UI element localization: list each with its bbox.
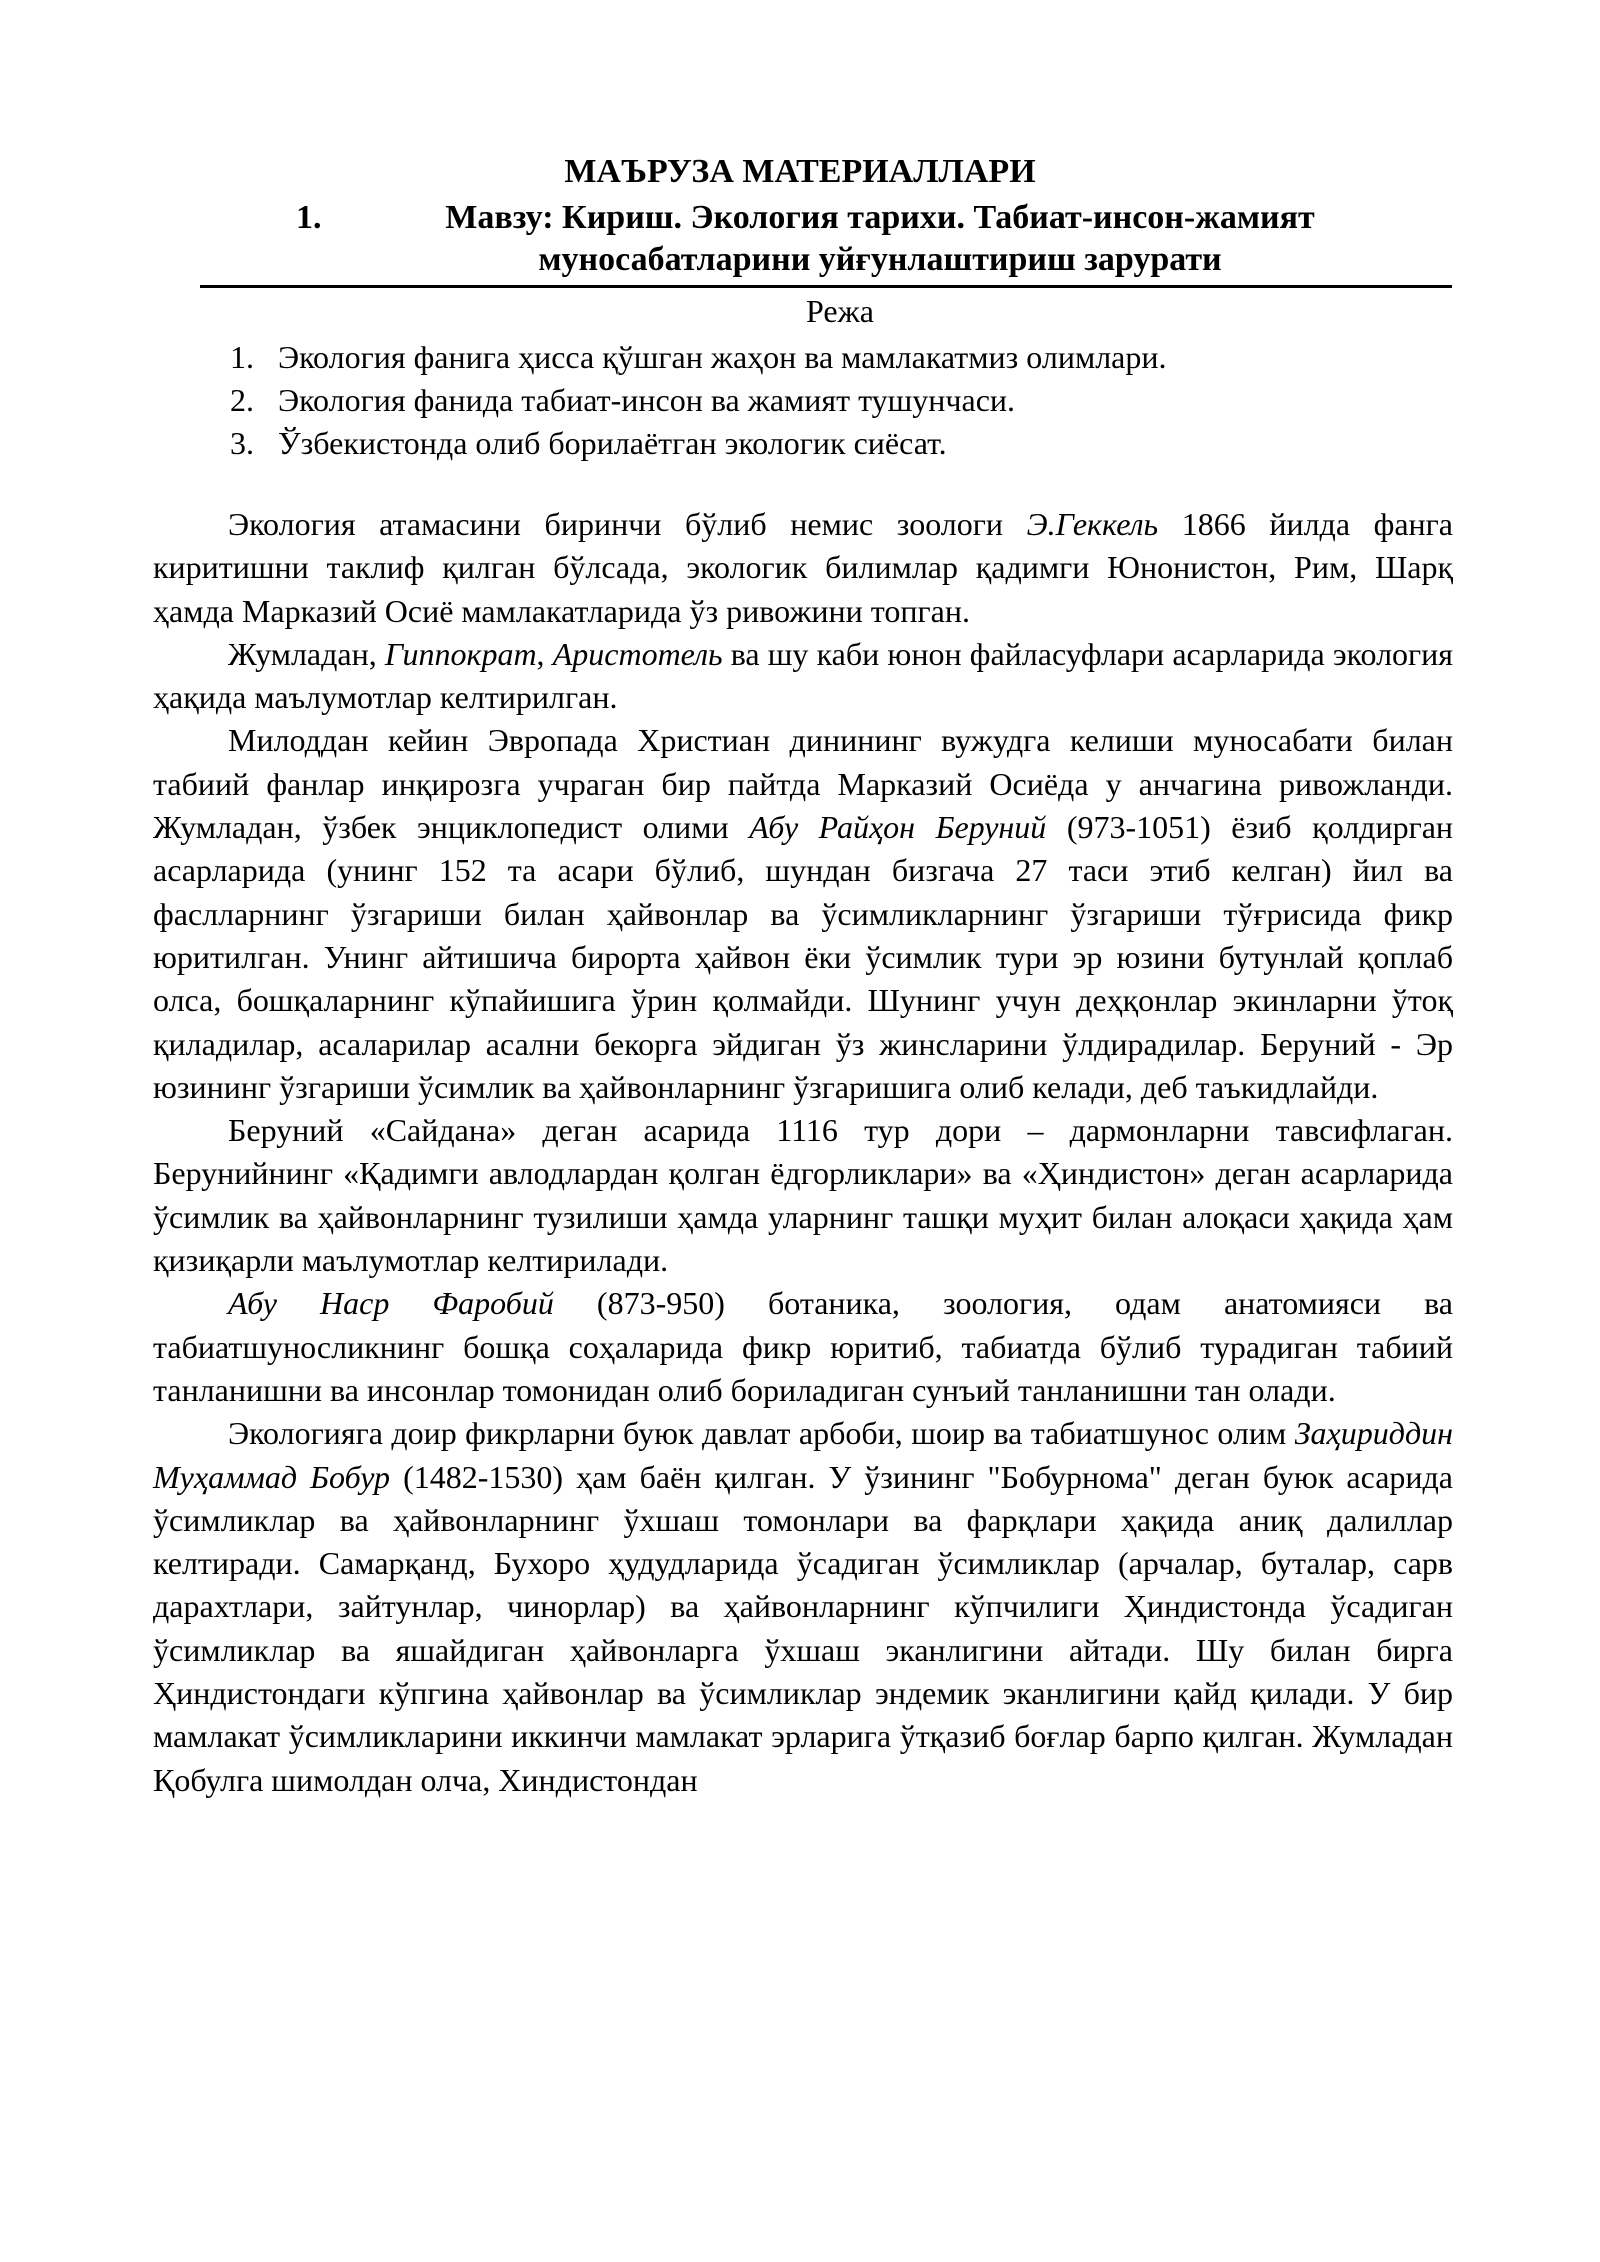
italic-name: Гиппократ	[384, 635, 537, 672]
body-text	[153, 503, 1453, 1802]
paragraph	[153, 1282, 1453, 1412]
paragraph	[153, 503, 1453, 633]
paragraph	[153, 719, 1453, 1109]
plan-item	[230, 336, 1430, 379]
italic-name: Абу Наср Фаробий	[228, 1285, 554, 1322]
topic-number: 1.	[296, 199, 322, 236]
paragraph-text: (1482-1530) ҳам баён қилган. У ўзининг "Бобурнома" деган буюк асарида ўсимликлар ва ҳайвонларнинг ўхшаш томонлари ва фарқлари ҳақида аниқ далиллар келтиради. Самарқанд, Бухоро ҳудудларида ўсадиган ўсимликлар (арчалар, буталар, сарв дарахтлари, зайтунлар, чинорлар) ва ҳайвонларнинг кўпчилиги Ҳиндистонда ўсадиган ўсимликлар ва яшайдиган ҳайвонларга ўхшаш эканлигини айтади. Шу билан бирга Ҳиндистондаги кўпгина ҳайвонлар ва ўсимликлар эндемик эканлигини қайд қилади. У бир мамлакат ўсимликларини иккинчи мамлакат эрларига ўтқазиб боғлар барпо қилган. Жумладан Қобулга шимолдан олча, Хиндистондан	[153, 1458, 1454, 1798]
paragraph: Беруний «Сайдана» деган асарида 1116 тур дори – дармонларни тавсифлаган. Берунийнинг «Қадимги авлодлардан қолган ёдгорликлари» ва «Ҳиндистон» деган асарларида ўсимлик ва ҳайвонларнинг тузилиши ҳамда уларнинг ташқи муҳит билан алоқаси ҳақида ҳам қизиқарли маълумотлар келтирилади.	[153, 1112, 1453, 1279]
heading-divider	[200, 285, 1452, 288]
plan-item-number: 2.	[230, 382, 254, 418]
paragraph	[153, 1412, 1453, 1802]
plan-item	[230, 379, 1430, 422]
paragraph-text: Экологияга доир фикрларни буюк давлат арбоби, шоир ва табиатшунос олим	[228, 1415, 1295, 1452]
italic-name: Заҳириддин Муҳаммад Бобур	[153, 1415, 1453, 1495]
paragraph-text: ,	[536, 635, 553, 672]
topic-heading	[360, 197, 1400, 281]
paragraph-text: ва шу каби юнон файласуфлари асарларида экология ҳақида маълумотлар келтирилган.	[153, 635, 1454, 716]
paragraph-text: Экология атамасини биринчи бўлиб немис зоологи	[228, 506, 1027, 542]
italic-name: Абу Райҳон Беруний	[749, 809, 1047, 846]
plan-item-text: Экология фанида табиат-инсон ва жамият тушунчаси.	[278, 382, 1016, 418]
italic-name: Э.Геккель	[1026, 506, 1159, 542]
plan-item-number: 3.	[230, 425, 254, 461]
plan-item	[230, 422, 1430, 465]
paragraph-text: Жумладан,	[228, 635, 385, 672]
topic-line-2: муносабатларини уйғунлаштириш зарурати	[538, 241, 1222, 278]
italic-name: Аристотель	[552, 635, 723, 672]
plan-item-number: 1.	[230, 339, 254, 375]
paragraph-text: 1866 йилда фанга киритишни таклиф қилган бўлсада, экологик билимлар қадимги Юнонистон, Рим, Шарқ ҳамда Марказий Осиё мамлакатларида ўз ривожини топган.	[153, 506, 1454, 629]
plan-item-text: Ўзбекистонда олиб борилаётган экологик сиёсат.	[278, 425, 947, 461]
document-title: МАЪРУЗА МАТЕРИАЛЛАРИ	[564, 153, 1036, 190]
paragraph	[153, 633, 1453, 720]
topic-line-1: Мавзу: Кириш. Экология тарихи. Табиат-инсон-жамият	[445, 199, 1315, 236]
plan-title: Режа	[806, 293, 874, 329]
plan-list	[230, 336, 1430, 465]
paragraph-text: Милоддан кейин Эвропада Христиан динининг вужудга келиши муносабати билан табиий фанлар инқирозга учраган бир пайтда Марказий Осиёда у анчагина ривожланди. Жумладан, ўзбек энциклопедист олими	[153, 722, 1453, 846]
plan-item-text: Экология фанига ҳисса қўшган жаҳон ва мамлакатмиз олимлари.	[278, 339, 1167, 375]
paragraph-text: (873-950) ботаника, зоология, одам анатомияси ва табиатшуносликнинг бошқа соҳаларида фикр юритиб, табиатда бўлиб турадиган табиий танланишни ва инсонлар томонидан олиб бориладиган сунъий танланишни тан олади.	[153, 1285, 1454, 1408]
paragraph-text: (973-1051) ёзиб қолдирган асарларида (унинг 152 та асари бўлиб, шундан бизгача 27 таси этиб келган) йил ва фаслларнинг ўзгариши билан ҳайвонлар ва ўсимликларнинг ўзгариши тўғрисида фикр юритилган. Унинг айтишича бирорта ҳайвон ёки ўсимлик тури эр юзини бутунлай қоплаб олса, бошқаларнинг кўпайишига ўрин қолмайди. Шунинг учун деҳқонлар экинларни ўтоқ қиладилар, асаларилар асални бекорга эйдиган ўз жинсларини ўлдирадилар. Беруний - Эр юзининг ўзгариши ўсимлик ва ҳайвонларнинг ўзгаришига олиб келади, деб таъкидлайди.	[153, 809, 1454, 1105]
